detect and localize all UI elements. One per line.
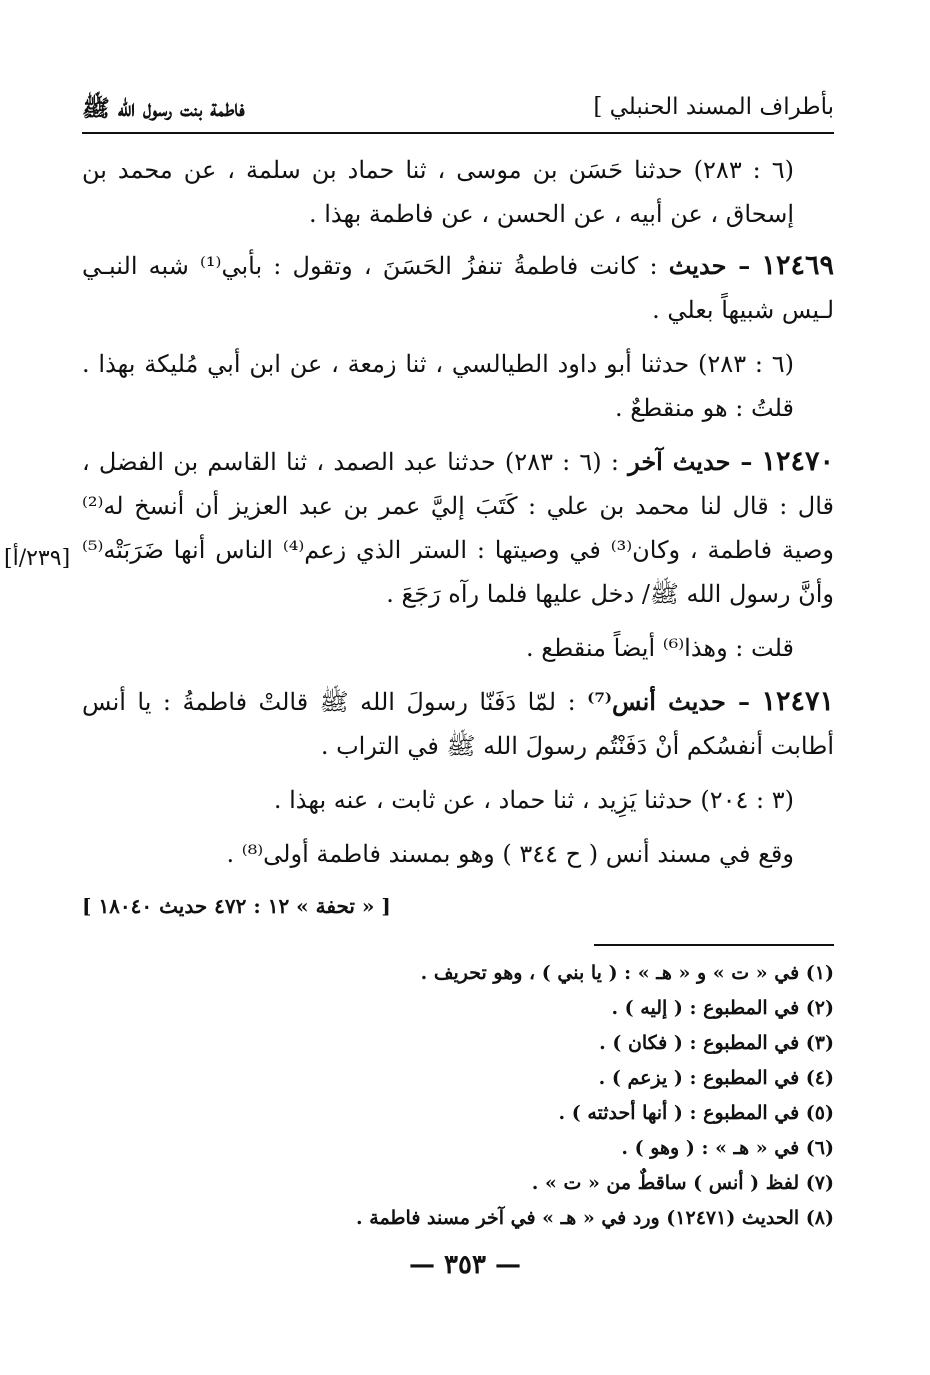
- hadith-number: ١٢٤٧٠: [761, 446, 834, 477]
- comment-paragraph: وقع في مسند أنس ( ح ٣٤٤ ) وهو بمسند فاطمة أولى⁽⁸⁾ .: [226, 840, 794, 868]
- header-book-title: بأطراف المسند الحنبلي ]: [593, 94, 834, 120]
- hadith-text: : (٦ : ٢٨٣) حدثنا عبد الصمد ، ثنا القاسم بن الفضل ، قال : قال لنا محمد بن علي : كَتَبَ إليَّ عمر بن عبد العزيز أن أنسخ له⁽²⁾ وصية فاطمة ، وكان⁽³⁾ في وصيتها : الستر الذي زعم⁽⁴⁾ الناس أنها ضَرَبَتْه⁽⁵⁾ وأنَّ رسول الله ﷺ/ دخل عليها فلما رآه رَجَعَ .: [82, 448, 835, 608]
- footnotes: [82, 956, 834, 1236]
- footnote: (٥) في المطبوع : ( أنها أحدثته ) .: [558, 1102, 834, 1124]
- hadith-12471: [82, 680, 834, 768]
- hadith-label: – حديث: [668, 251, 751, 280]
- isnad-paragraph: (٦ : ٢٨٣) حدثنا أبو داود الطيالسي ، ثنا زمعة ، عن ابن أبي مُليكة بهذا . قلتُ : هو منقطعٌ .: [82, 350, 795, 422]
- running-header: [82, 92, 834, 134]
- hadith-12469: [82, 244, 834, 332]
- hadith-12470: [82, 440, 834, 616]
- page-number: — ٣٥٣ —: [408, 1250, 522, 1280]
- footnote: (١) في « ت » و « هـ » : ( يا بني ) ، وهو تحريف .: [420, 962, 834, 984]
- header-section-title: فاطمة بنت رسول الله ﷺ: [82, 95, 245, 122]
- footnote: (٧) لفظ ( أنس ) ساقطٌ من « ت » .: [531, 1172, 834, 1194]
- footnote: (٨) الحديث (١٢٤٧١) ورد في « هـ » في آخر مسند فاطمة .: [356, 1207, 834, 1229]
- hadith-label: – حديث آخر: [628, 447, 753, 476]
- comment-paragraph: قلت : وهذا⁽⁶⁾ أيضاً منقطع .: [526, 634, 794, 662]
- hadith-label: – حديث أنس⁽⁷⁾: [587, 687, 750, 716]
- footnote: (٢) في المطبوع : ( إليه ) .: [611, 997, 834, 1019]
- footnote: (٣) في المطبوع : ( فكان ) .: [599, 1032, 834, 1054]
- footnote: (٦) في « هـ » : ( وهو ) .: [621, 1137, 834, 1159]
- hadith-number: ١٢٤٦٩: [761, 250, 834, 281]
- hadith-text: : كانت فاطمةُ تنفزُ الحَسَنَ ، وتقول : بأبي⁽¹⁾ شبه النبـي لـيس شبيهاً بعلي .: [82, 252, 834, 324]
- footnote: (٤) في المطبوع : ( يزعم ) .: [598, 1067, 834, 1089]
- manuscript-folio-ref: [٢٣٩/أ]: [4, 546, 71, 571]
- footnote-divider: [594, 944, 834, 946]
- hadith-number: ١٢٤٧١: [761, 686, 834, 717]
- hadith-text: : لمّا دَفَنّا رسولَ الله ﷺ قالتْ فاطمةُ : يا أنس أطابت أنفسُكم أنْ دَفَنْتُم رسولَ الله ﷺ في التراب .: [82, 688, 834, 760]
- isnad-paragraph: (٣ : ٢٠٤) حدثنا يَزِيد ، ثنا حماد ، عن ثابت ، عنه بهذا .: [273, 786, 794, 814]
- main-text: [82, 148, 834, 928]
- isnad-paragraph: (٦ : ٢٨٣) حدثنا حَسَن بن موسى ، ثنا حماد بن سلمة ، عن محمد بن إسحاق ، عن أبيه ، عن الحسن ، عن فاطمة بهذا .: [82, 156, 794, 228]
- tuhfa-reference: [ « تحفة » ١٢ : ٤٧٢ حديث ١٨٠٤٠ ]: [82, 894, 391, 918]
